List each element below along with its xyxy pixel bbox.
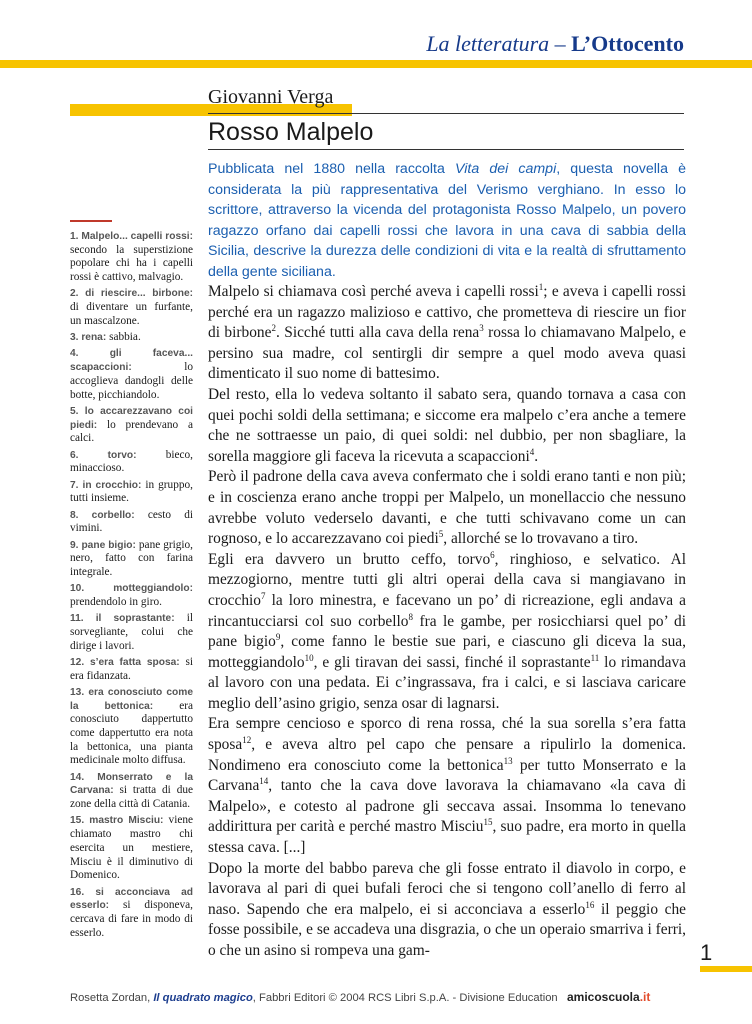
- footnotes-column: [70, 230, 193, 943]
- footnote-key: 16. si acconciava ad esserlo:: [70, 886, 193, 912]
- footer-publisher: , Fabbri Editori © 2004 RCS Libri S.p.A. - Divisione Education: [252, 992, 558, 1004]
- footnote-text: si disponeva, cercava di fare in modo di esserlo.: [70, 899, 193, 939]
- footnote-text: si era fidanzata.: [70, 655, 193, 682]
- footnote-key: 15. mastro Misciu:: [70, 815, 164, 827]
- footnote-text: lo prendevano a calci.: [70, 418, 193, 445]
- body-text-run: rossa lo chiamavano Malpelo, e persino sua madre, col sentirgli dir sempre a quel modo aveva quasi dimenticato il suo nome di battesimo.: [208, 324, 686, 383]
- footnote-ref: 14: [259, 776, 269, 787]
- footnote-key: 13. era conosciuto come la bettonica:: [70, 686, 193, 712]
- footnote-ref: 9: [275, 631, 281, 642]
- intro-collection: Vita dei campi: [455, 161, 557, 177]
- header-section: La letteratura: [426, 31, 550, 56]
- intro-part2: , questa novella è considerata la più rappresentativa del Verismo verghiano. In esso lo scrittore, attraverso la vicenda del protagonista Rosso Malpelo, un povero ragazzo orfano dai capelli rossi che lavora in una cava di sabbia della Sicilia, descrive la durezza delle condizioni di vita e la realtà di sfruttamento della gente siciliana.: [208, 161, 686, 280]
- footnote-text: bieco, minaccioso.: [70, 448, 193, 475]
- footnote-text: il sorvegliante, colui che dirige i lavori.: [70, 612, 194, 652]
- footnote: [70, 347, 193, 402]
- footnote-ref: 13: [503, 755, 513, 766]
- footnote-ref: 15: [483, 817, 493, 828]
- footnote-text: secondo la superstizione popolare chi ha i capelli rossi è cattivo, malvagio.: [70, 243, 193, 284]
- body-text-run: Era sempre cencioso e sporco di rena rossa, ché la sua sorella s’era fatta sposa: [208, 715, 686, 754]
- body-paragraph: [208, 859, 686, 962]
- footer-site-tld: .it: [639, 990, 651, 1004]
- footnote: [70, 509, 193, 536]
- footnote: [70, 287, 193, 328]
- footnote: [70, 539, 193, 580]
- title-rule: [208, 149, 684, 150]
- intro-paragraph: [208, 159, 686, 282]
- footnote: [70, 686, 193, 768]
- header-stripe: [0, 60, 752, 68]
- body-text-run: , e gli tiravan dei sassi, finché il soprastante: [313, 653, 591, 671]
- header-title: [426, 31, 684, 57]
- body-text-run: Malpelo si chiamava così perché aveva i capelli rossi: [208, 283, 539, 300]
- body-paragraph: [208, 467, 686, 549]
- footnote-key: 14. Monserrato e la Carvana:: [70, 771, 193, 797]
- body-paragraph: [208, 282, 686, 385]
- footnote-key: 2. di riescire... birbone:: [70, 288, 193, 300]
- body-text-run: Dopo la morte del babbo pareva che gli fosse entrato il diavolo in corpo, e lavorava al pari di quei bufali feroci che si tengono coll’anello di ferro al naso. Sapendo che era malpelo, ei si acconciava a esserlo: [208, 859, 686, 918]
- footnote-key: 3. rena:: [70, 332, 107, 344]
- body-text-run: la loro minestra, e facevano un po’ di ricreazione, egli andava a rincantucciarsi col suo corbello: [208, 591, 686, 630]
- footnote-key: 9. pane bigio:: [70, 539, 136, 551]
- footnote-ref: 3: [479, 323, 484, 334]
- footnote-ref: 10: [304, 652, 314, 663]
- footnote: [70, 612, 193, 653]
- footnote-ref: 6: [490, 549, 495, 560]
- footnote-ref: 1: [538, 281, 544, 292]
- body-paragraph: [208, 714, 686, 858]
- footnote-text: in gruppo, tutti insieme.: [70, 478, 193, 505]
- story-body: [208, 282, 686, 962]
- header-period: L’Ottocento: [571, 31, 684, 56]
- author-rule: [208, 113, 684, 114]
- body-text-run: per tutto Monserrato e la Carvana: [208, 756, 686, 795]
- footnote-key: 11. il soprastante:: [70, 613, 175, 625]
- body-text-run: .: [534, 447, 539, 465]
- author-name: Giovanni Verga: [208, 86, 334, 108]
- footnote: [70, 814, 193, 883]
- body-text-run: ; e aveva i capelli rossi perché era un ragazzo malizioso e cattivo, che prometteva di riescire un fior di birbone: [208, 283, 686, 342]
- footnote-text: lo accoglieva dandogli delle botte, picchiandolo.: [70, 361, 193, 401]
- footnote: [70, 582, 193, 609]
- intro-part1: Pubblicata nel 1880 nella raccolta: [208, 161, 456, 177]
- header-dash: –: [554, 31, 566, 56]
- footnote-key: 5. lo accarezzavano coi piedi:: [70, 405, 193, 431]
- footer-credits: [70, 990, 682, 1004]
- body-text-run: fra le gambe, per rosicchiarsi quel po’ di pane bigio: [208, 612, 686, 651]
- body-text-run: , come fanno le bestie sue pari, e ciascuno gli diceva la sua, motteggiandolo: [208, 633, 686, 671]
- footnote: [70, 331, 193, 345]
- footnote-ref: 8: [408, 611, 414, 622]
- body-text-run: , ringhioso, e selvatico. Al mezzogiorno, mentre tutti gli altri operai della cava si mangiavano in crocchio: [208, 550, 686, 609]
- footnote-key: 7. in crocchio:: [70, 479, 142, 491]
- body-text-run: , allorché se lo trovavano a tiro.: [443, 530, 639, 548]
- footer-authors: Rosetta Zordan,: [70, 992, 154, 1004]
- footnote-key: 1. Malpelo... capelli rossi:: [70, 231, 193, 242]
- page-number: 1: [700, 940, 713, 965]
- footnote: [70, 886, 193, 941]
- body-text-run: lo rimandava al lavoro con una pedata. Ei c’ingrassava, fra i calci, e si lasciava caricare meglio dell’asino grigio, senza osar di lagnarsi.: [208, 653, 687, 712]
- footnote: [70, 405, 193, 446]
- footnote-text: prendendolo in giro.: [70, 595, 162, 608]
- body-text-run: , suo padre, era morto in quella stessa cava. [...]: [208, 818, 686, 857]
- footnote: [70, 449, 193, 476]
- footnote-key: 12. s’era fatta sposa:: [70, 656, 180, 668]
- footnote-ref: 11: [590, 652, 600, 663]
- footnote-text: era conosciuto dappertutto come dappertutto era nota la bettonica, una pianta medicinale molto diffusa.: [70, 699, 193, 767]
- footnote: [70, 771, 193, 812]
- body-text-run: , e aveva altro pel capo che pensare a ripulirlo la domenica. Nondimeno era conosciuto come la bettonica: [208, 736, 686, 774]
- footer-site-logo[interactable]: [567, 990, 650, 1004]
- footnote-key: 10. motteggiandolo:: [70, 583, 193, 595]
- footnote-text: di diventare un furfante, un mascalzone.: [70, 301, 193, 327]
- footnote: [70, 656, 193, 683]
- footnote-ref: 4: [529, 446, 535, 457]
- footnote-key: 4. gli faceva... scapaccioni:: [70, 348, 193, 374]
- story-title: Rosso Malpelo: [208, 118, 374, 146]
- footer-series: Il quadrato magico: [153, 992, 253, 1004]
- body-text-run: Del resto, ella lo vedeva soltanto il sabato sera, quando tornava a casa con quei pochi soldi della settimana; e siccome era malpelo c’era anche a temere che ne sottraesse un paio, di quei soldi: nel dubbio, per non sbagliare, la sorella maggiore gli faceva la ricevuta a scapaccioni: [208, 385, 686, 465]
- body-text-run: il peggio che fosse possibile, e se accadeva una disgrazia, o che un operaio smarriva i ferri, o che un asino si rompeva una gam-: [208, 900, 686, 959]
- footnote: [70, 479, 193, 506]
- footnote-ref: 5: [438, 529, 444, 539]
- body-text-run: Egli era davvero un brutto ceffo, torvo: [208, 550, 491, 568]
- footnote-ref: 2: [271, 323, 276, 334]
- body-text-run: . Sicché tutti alla cava della rena: [275, 324, 480, 342]
- body-paragraph: [208, 385, 686, 467]
- footer-site-name: amicoscuola: [566, 990, 640, 1004]
- footnote-ref: 12: [242, 734, 252, 745]
- footnote-ref: 7: [260, 590, 266, 601]
- footnote-text: pane grigio, nero, fatto con farina integrale.: [70, 538, 193, 578]
- notes-marker: [70, 220, 112, 222]
- footnote-key: 8. corbello:: [70, 509, 135, 521]
- body-text-run: Però il padrone della cava aveva confermato che i soldi erano tanti e non più; e in coscienza erano anche troppi per Malpelo, un monellaccio che nessuno avrebbe voluto vederselo davanti, e che tutti schivavano come un can rognoso, e lo accarezzavano coi piedi: [208, 468, 686, 548]
- body-text-run: , tanto che la cava dove lavorava la chiamavano «la cava di Malpelo», e cotesto al padrone gli seccava assai. Insomma lo tenevano addirittura per carità e perché mastro Misciu: [208, 777, 686, 836]
- footnote-ref: 16: [585, 899, 595, 910]
- footnote: [70, 230, 193, 285]
- footnote-key: 6. torvo:: [70, 449, 137, 461]
- footnote-text: si tratta di due zone della città di Catania.: [70, 784, 193, 811]
- footnote-text: viene chiamato mastro chi esercita un mestiere, Misciu è il diminutivo di Domenico.: [70, 814, 194, 882]
- body-paragraph: [208, 550, 686, 715]
- page-number-bar: [700, 966, 752, 972]
- footnote-text: sabbia.: [109, 331, 141, 344]
- footnote-text: cesto di vimini.: [70, 508, 193, 535]
